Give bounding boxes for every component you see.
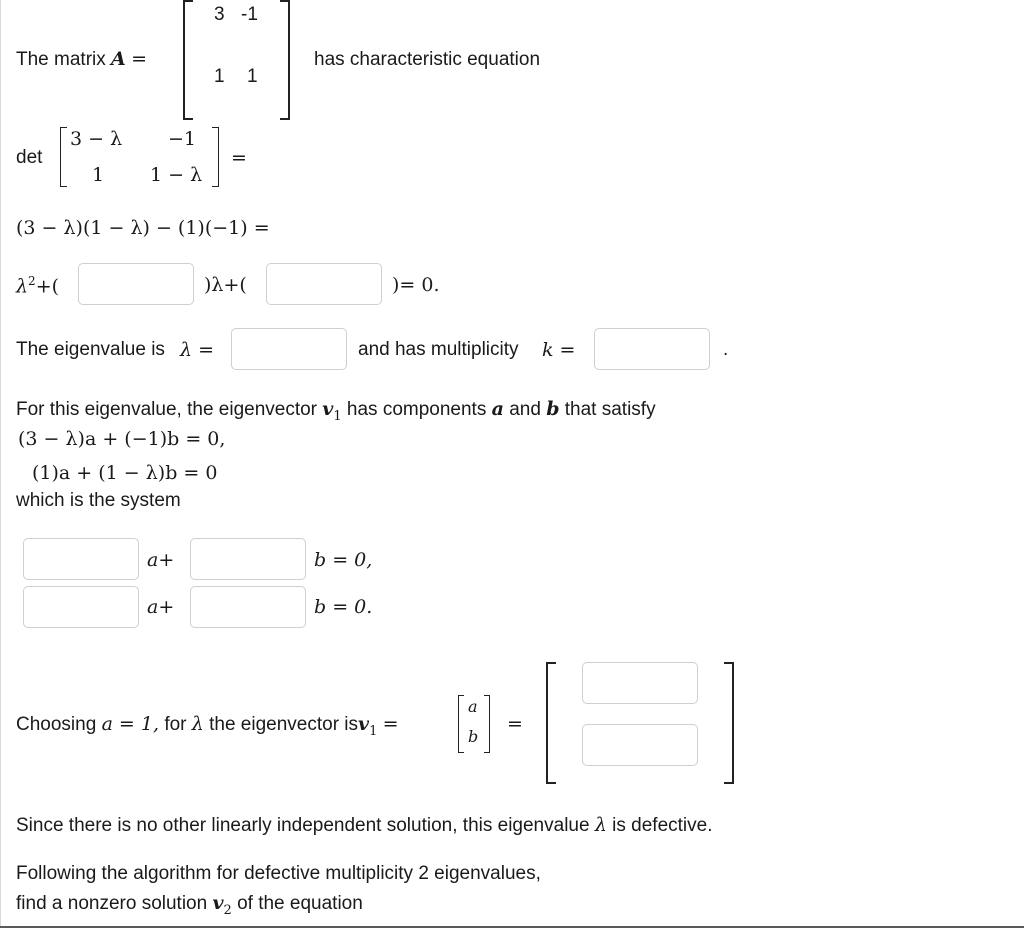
det-right-bracket xyxy=(212,127,219,187)
matrix-a-r2c2: 1 xyxy=(247,66,258,87)
row1-a-plus: a+ xyxy=(147,549,175,571)
matrix-label: The matrix A = xyxy=(16,48,147,70)
eigen-line-period: . xyxy=(723,339,729,360)
matrix-a-r1c2: -1 xyxy=(241,4,258,25)
ab-vector-left-bracket xyxy=(458,695,464,753)
det-label: det xyxy=(16,147,43,168)
k-equals: k = xyxy=(542,339,576,361)
eigenvector-component-1-input[interactable] xyxy=(582,662,698,704)
choosing-sentence: Choosing a = 1, for λ the eigenvector isv$_1$ = xyxy=(16,713,399,739)
lambda-coefficient-input[interactable] xyxy=(78,263,194,305)
matrix-a-right-bracket xyxy=(280,0,290,120)
det-c12: −1 xyxy=(168,128,197,150)
system-row2-b-input[interactable] xyxy=(190,586,306,628)
vector-a-component: a xyxy=(468,697,478,716)
poly-prefix: $\lambda^2+$( xyxy=(16,274,60,298)
det-c11: 3 − λ xyxy=(70,128,123,150)
poly-middle: )λ+( xyxy=(204,274,247,296)
system-row1-a-input[interactable] xyxy=(23,538,139,580)
det-left-bracket xyxy=(60,127,67,187)
lambda-equals: λ = xyxy=(180,339,215,361)
defective-sentence: Since there is no other linearly independent solution, this eigenvalue λ is defective. xyxy=(16,814,713,836)
system-equation-1: (3 − λ)a + (−1)b = 0, xyxy=(18,428,226,450)
det-c21: 1 xyxy=(92,164,105,186)
constant-term-input[interactable] xyxy=(266,263,382,305)
det-equals: = xyxy=(231,147,247,169)
matrix-a-r2c1: 1 xyxy=(214,66,225,87)
eigenvalue-label: The eigenvalue is xyxy=(16,339,165,360)
eigenvector-right-bracket xyxy=(724,662,734,784)
matrix-a-left-bracket xyxy=(183,0,193,120)
row2-a-plus: a+ xyxy=(147,596,175,618)
multiplicity-label: and has multiplicity xyxy=(358,339,519,360)
eigenvector-component-2-input[interactable] xyxy=(582,724,698,766)
row2-b-equals: b = 0. xyxy=(314,596,373,618)
det-c22: 1 − λ xyxy=(150,164,203,186)
which-is-system-label: which is the system xyxy=(16,490,181,511)
eigenvalue-input[interactable] xyxy=(231,328,347,370)
vector-b-component: b xyxy=(468,727,479,746)
system-row1-b-input[interactable] xyxy=(190,538,306,580)
matrix-a-r1c1: 3 xyxy=(214,4,225,25)
characteristic-equation-label: has characteristic equation xyxy=(314,49,541,70)
system-row2-a-input[interactable] xyxy=(23,586,139,628)
page-left-border xyxy=(0,0,1,928)
row1-b-equals: b = 0, xyxy=(314,549,373,571)
system-equation-2: (1)a + (1 − λ)b = 0 xyxy=(32,462,218,484)
following-line-2: find a nonzero solution $v_2$ of the equation xyxy=(16,892,363,918)
following-line-1: Following the algorithm for defective multiplicity 2 eigenvalues, xyxy=(16,863,541,884)
poly-end: )= 0. xyxy=(392,274,440,296)
eigenvector-left-bracket xyxy=(546,662,556,784)
ab-vector-right-bracket xyxy=(484,695,490,753)
multiplicity-input[interactable] xyxy=(594,328,710,370)
vector-equals: = xyxy=(507,713,523,735)
eigenvector-description: For this eigenvalue, the eigenvector $v_1$ has components a and b that satisfy xyxy=(16,398,656,424)
expansion-expression: (3 − λ)(1 − λ) − (1)(−1) = xyxy=(16,217,270,239)
